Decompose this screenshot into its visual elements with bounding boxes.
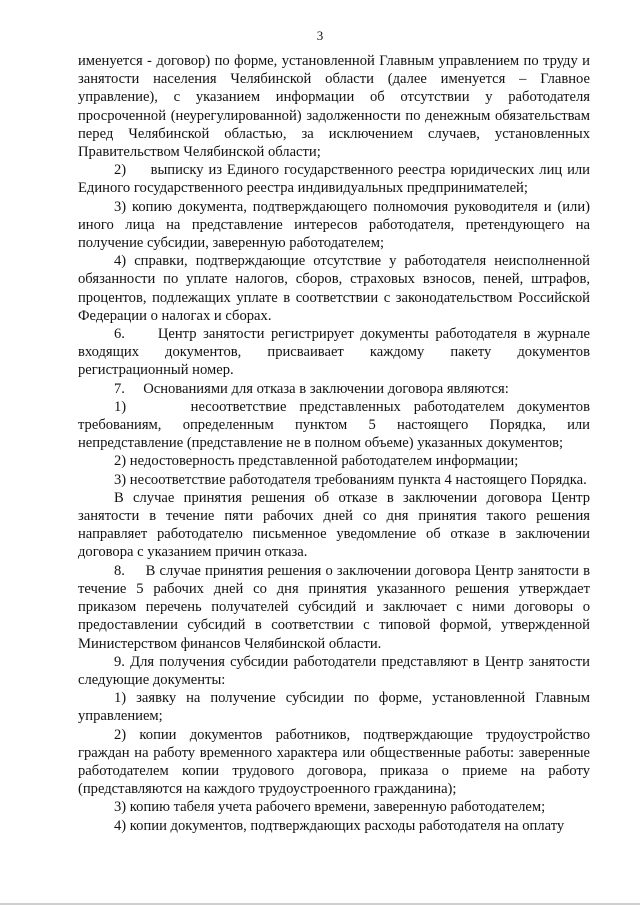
paragraph-refusal-notice: В случае принятия решения об отказе в заключении договора Центр занятости в течение пяти рабочих дней со дня принятия такого решения направляет работодателю письменное уведомление об отказе в заключении договора с указанием причин отказа. [78,489,590,561]
paragraph-clause-9-item-3: 3) копию табеля учета рабочего времени, заверенную работодателем; [114,799,546,816]
page-number: 3 [316,28,324,43]
paragraph-clause-7-item-1: 1) несоответствие представленных работодателем документов требованиям, определенным пунктом 5 настоящего Порядка, или непредставление (представление не в полном объеме) указанных документов; [78,398,590,452]
paragraph-clause-9: 9. Для получения субсидии работодатели представляют в Центр занятости следующие документы: [78,653,590,688]
paragraph-clause-8: 8. В случае принятия решения о заключении договора Центр занятости в течение 5 рабочих дней со дня принятия указанного решения утверждает приказом перечень получателей субсидий и заключает с ними договоры о предоставлении субсидий в соответствии с типовой формой, утвержденной Министерством финансов Челябинской области. [78,562,590,652]
paragraph-clause-7: 7. Основаниями для отказа в заключении договора являются: [114,380,509,397]
paragraph-item-2: 2) выписку из Единого государственного реестра юридических лиц или Единого государственного реестра индивидуальных предпринимателей; [78,162,590,197]
paragraph-clause-9-item-1: 1) заявку на получение субсидии по форме, установленной Главным управлением; [78,690,590,725]
document-body [78,52,590,835]
paragraph-item-3: 3) копию документа, подтверждающего полномочия руководителя и (или) иного лица на представление интересов работодателя, претендующего на получение субсидии, заверенную работодателем; [78,198,590,252]
paragraph-clause-9-item-2: 2) копии документов работников, подтверждающие трудоустройство граждан на работу временного характера или общественные работы: заверенные работодателем копии трудового договора, приказа о приеме на работу (представляются на каждого трудоустроенного гражданина); [78,726,590,798]
paragraph-clause-7-item-3: 3) несоответствие работодателя требованиям пункта 4 настоящего Порядка. [114,471,587,488]
paragraph-continuation: именуется - договор) по форме, установленной Главным управлением по труду и занятости населения Челябинской области (далее именуется – Главное управление), с указанием информации об отсутствии у работодателя просроченной (неурегулированной) задолженности по денежным обязательствам перед Челябинской областью, за исключением случаев, установленных Правительством Челябинской области; [78,53,590,161]
paragraph-clause-7-item-2: 2) недостоверность представленной работодателем информации; [114,453,519,470]
paragraph-clause-9-item-4: 4) копии документов, подтверждающих расходы работодателя на оплату [114,817,565,834]
paragraph-clause-6: 6. Центр занятости регистрирует документы работодателя в журнале входящих документов, присваивает каждому пакету документов регистрационный номер. [78,326,590,379]
paragraph-item-4: 4) справки, подтверждающие отсутствие у работодателя неисполненной обязанности по уплате налогов, сборов, страховых взносов, пеней, штрафов, процентов, подлежащих уплате в соответствии с законодательством Российской Федерации о налогах и сборах. [78,253,590,324]
